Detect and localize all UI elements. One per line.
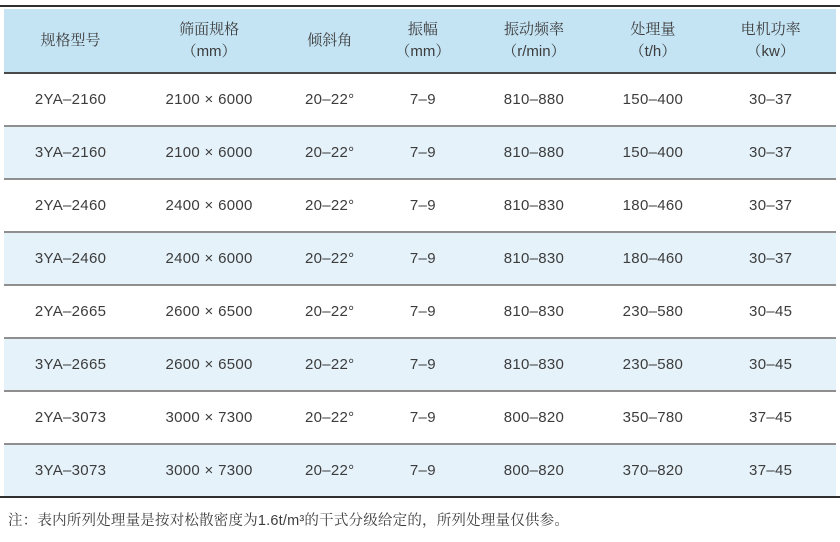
table-row xyxy=(4,232,836,285)
column-header-capacity xyxy=(601,9,706,73)
cell-vibration-frequency: 800–820 xyxy=(503,409,565,426)
cell-motor-power: 37–45 xyxy=(749,409,793,426)
cell-motor-power: 30–37 xyxy=(749,144,793,161)
cell-motor-power: 30–45 xyxy=(749,303,793,320)
cell-screen-size: 3000 × 7300 xyxy=(165,462,253,479)
table-row xyxy=(4,285,836,338)
column-unit: （r/min） xyxy=(502,42,566,60)
cell-amplitude: 7–9 xyxy=(409,356,436,373)
cell-model: 3YA–2160 xyxy=(34,144,107,161)
cell-motor-power: 37–45 xyxy=(749,462,793,479)
cell-screen-size: 2600 × 6500 xyxy=(165,356,253,373)
cell-vibration-frequency: 810–880 xyxy=(503,144,565,161)
cell-vibration-frequency: 810–830 xyxy=(503,356,565,373)
cell-model: 3YA–3073 xyxy=(34,462,107,479)
cell-vibration-frequency: 810–880 xyxy=(503,91,565,108)
column-unit: （mm） xyxy=(181,42,237,60)
column-unit: （mm） xyxy=(395,42,451,60)
cell-capacity: 370–820 xyxy=(622,462,684,479)
column-header-model xyxy=(4,9,137,73)
cell-capacity: 230–580 xyxy=(622,356,684,373)
cell-model: 3YA–2460 xyxy=(34,250,107,267)
bottom-rule xyxy=(0,496,840,498)
cell-amplitude: 7–9 xyxy=(409,250,436,267)
cell-capacity: 230–580 xyxy=(622,303,684,320)
cell-model: 2YA–2160 xyxy=(34,91,107,108)
cell-incline-angle: 20–22° xyxy=(304,409,355,426)
cell-screen-size: 2400 × 6000 xyxy=(165,197,253,214)
column-header-screen-size xyxy=(137,9,281,73)
cell-model: 2YA–2460 xyxy=(34,197,107,214)
table-row xyxy=(4,338,836,391)
column-header-motor-power xyxy=(705,9,836,73)
column-label: 倾斜角 xyxy=(307,31,353,49)
cell-capacity: 180–460 xyxy=(622,197,684,214)
table-body xyxy=(4,73,836,496)
column-unit: （t/h） xyxy=(629,42,677,60)
column-label: 振幅 xyxy=(407,20,438,38)
cell-incline-angle: 20–22° xyxy=(304,462,355,479)
cell-incline-angle: 20–22° xyxy=(304,250,355,267)
column-label: 电机功率 xyxy=(740,20,801,38)
cell-screen-size: 3000 × 7300 xyxy=(165,409,253,426)
table-row xyxy=(4,391,836,444)
cell-capacity: 150–400 xyxy=(622,91,684,108)
table-row xyxy=(4,126,836,179)
cell-capacity: 350–780 xyxy=(622,409,684,426)
cell-capacity: 180–460 xyxy=(622,250,684,267)
cell-screen-size: 2600 × 6500 xyxy=(165,303,253,320)
cell-amplitude: 7–9 xyxy=(409,303,436,320)
cell-motor-power: 30–37 xyxy=(749,91,793,108)
cell-vibration-frequency: 800–820 xyxy=(503,462,565,479)
cell-incline-angle: 20–22° xyxy=(304,197,355,214)
column-label: 振动频率 xyxy=(503,20,564,38)
cell-vibration-frequency: 810–830 xyxy=(503,197,565,214)
table-note: 注：表内所列处理量是按对松散密度为1.6t/m³的干式分级给定的，所列处理量仅供参。 xyxy=(8,513,570,529)
cell-vibration-frequency: 810–830 xyxy=(503,303,565,320)
cell-capacity: 150–400 xyxy=(622,144,684,161)
column-label: 筛面规格 xyxy=(179,20,240,38)
cell-incline-angle: 20–22° xyxy=(304,303,355,320)
cell-incline-angle: 20–22° xyxy=(304,356,355,373)
column-unit: （kw） xyxy=(746,42,795,60)
cell-model: 3YA–2665 xyxy=(34,356,107,373)
cell-vibration-frequency: 810–830 xyxy=(503,250,565,267)
column-header-vibration-frequency xyxy=(467,9,600,73)
table-header xyxy=(4,9,836,73)
cell-motor-power: 30–45 xyxy=(749,356,793,373)
cell-incline-angle: 20–22° xyxy=(304,144,355,161)
cell-amplitude: 7–9 xyxy=(409,91,436,108)
cell-screen-size: 2100 × 6000 xyxy=(165,91,253,108)
cell-amplitude: 7–9 xyxy=(409,462,436,479)
spec-table-container xyxy=(4,9,836,496)
cell-screen-size: 2100 × 6000 xyxy=(165,144,253,161)
table-row xyxy=(4,179,836,232)
top-rule xyxy=(0,5,840,7)
column-header-incline-angle xyxy=(281,9,378,73)
column-label: 处理量 xyxy=(630,20,676,38)
cell-motor-power: 30–37 xyxy=(749,197,793,214)
column-label: 规格型号 xyxy=(40,31,101,49)
column-header-amplitude xyxy=(378,9,467,73)
header-row xyxy=(4,9,836,73)
cell-model: 2YA–3073 xyxy=(34,409,107,426)
table-row xyxy=(4,444,836,496)
cell-amplitude: 7–9 xyxy=(409,197,436,214)
spec-table xyxy=(4,9,836,496)
cell-screen-size: 2400 × 6000 xyxy=(165,250,253,267)
cell-model: 2YA–2665 xyxy=(34,303,107,320)
table-row xyxy=(4,73,836,126)
cell-amplitude: 7–9 xyxy=(409,144,436,161)
cell-amplitude: 7–9 xyxy=(409,409,436,426)
cell-motor-power: 30–37 xyxy=(749,250,793,267)
cell-incline-angle: 20–22° xyxy=(304,91,355,108)
